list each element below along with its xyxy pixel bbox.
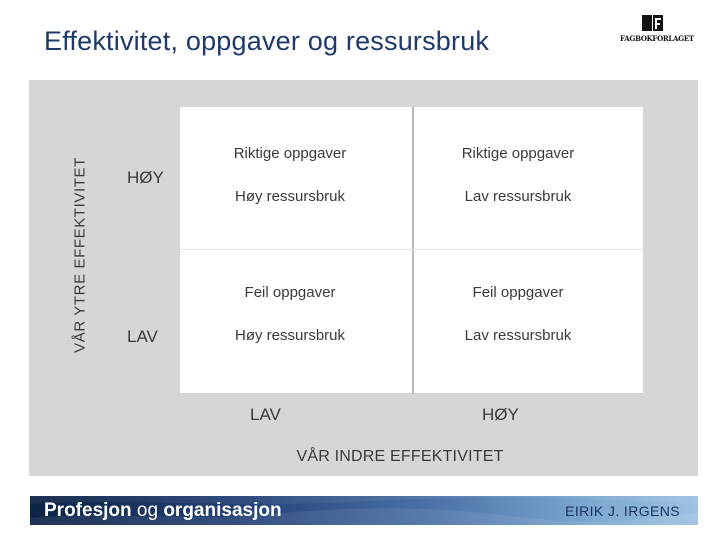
y-axis-title: VÅR YTRE EFFEKTIVITET [71, 157, 89, 353]
slide-title: Effektivitet, oppgaver og ressursbruk [44, 26, 490, 56]
vertical-divider [412, 107, 414, 394]
cell-bottom-right-line2: Lav ressursbruk [464, 327, 572, 344]
book-f-logo-icon [642, 14, 664, 32]
author-name: EIRIK J. IRGENS [565, 503, 680, 519]
x-level-high: HØY [482, 405, 519, 424]
y-level-low: LAV [127, 327, 158, 346]
cell-bottom-left-line2: Høy ressursbruk [234, 327, 346, 344]
x-axis-title: VÅR INDRE EFFEKTIVITET [296, 448, 504, 465]
book-title-part2: og [136, 500, 159, 521]
x-level-low: LAV [250, 405, 281, 424]
y-level-high: HØY [127, 168, 164, 187]
footer-banner [30, 496, 698, 525]
logo-text: FAGBOKFORLAGET [620, 34, 694, 43]
cell-top-right-line1: Riktige oppgaver [461, 145, 575, 162]
cell-top-right-line2: Lav ressursbruk [464, 188, 572, 205]
book-title [44, 500, 282, 522]
publisher-logo [614, 14, 694, 54]
book-title-part1: Profesjon [44, 500, 132, 521]
horizontal-divider [180, 249, 643, 250]
cell-bottom-right-line1: Feil oppgaver [472, 284, 564, 301]
book-title-part3: organisasjon [163, 500, 282, 521]
cell-top-left-line2: Høy ressursbruk [234, 188, 346, 205]
cell-bottom-left-line1: Feil oppgaver [244, 284, 336, 301]
cell-top-left-line1: Riktige oppgaver [233, 145, 347, 162]
